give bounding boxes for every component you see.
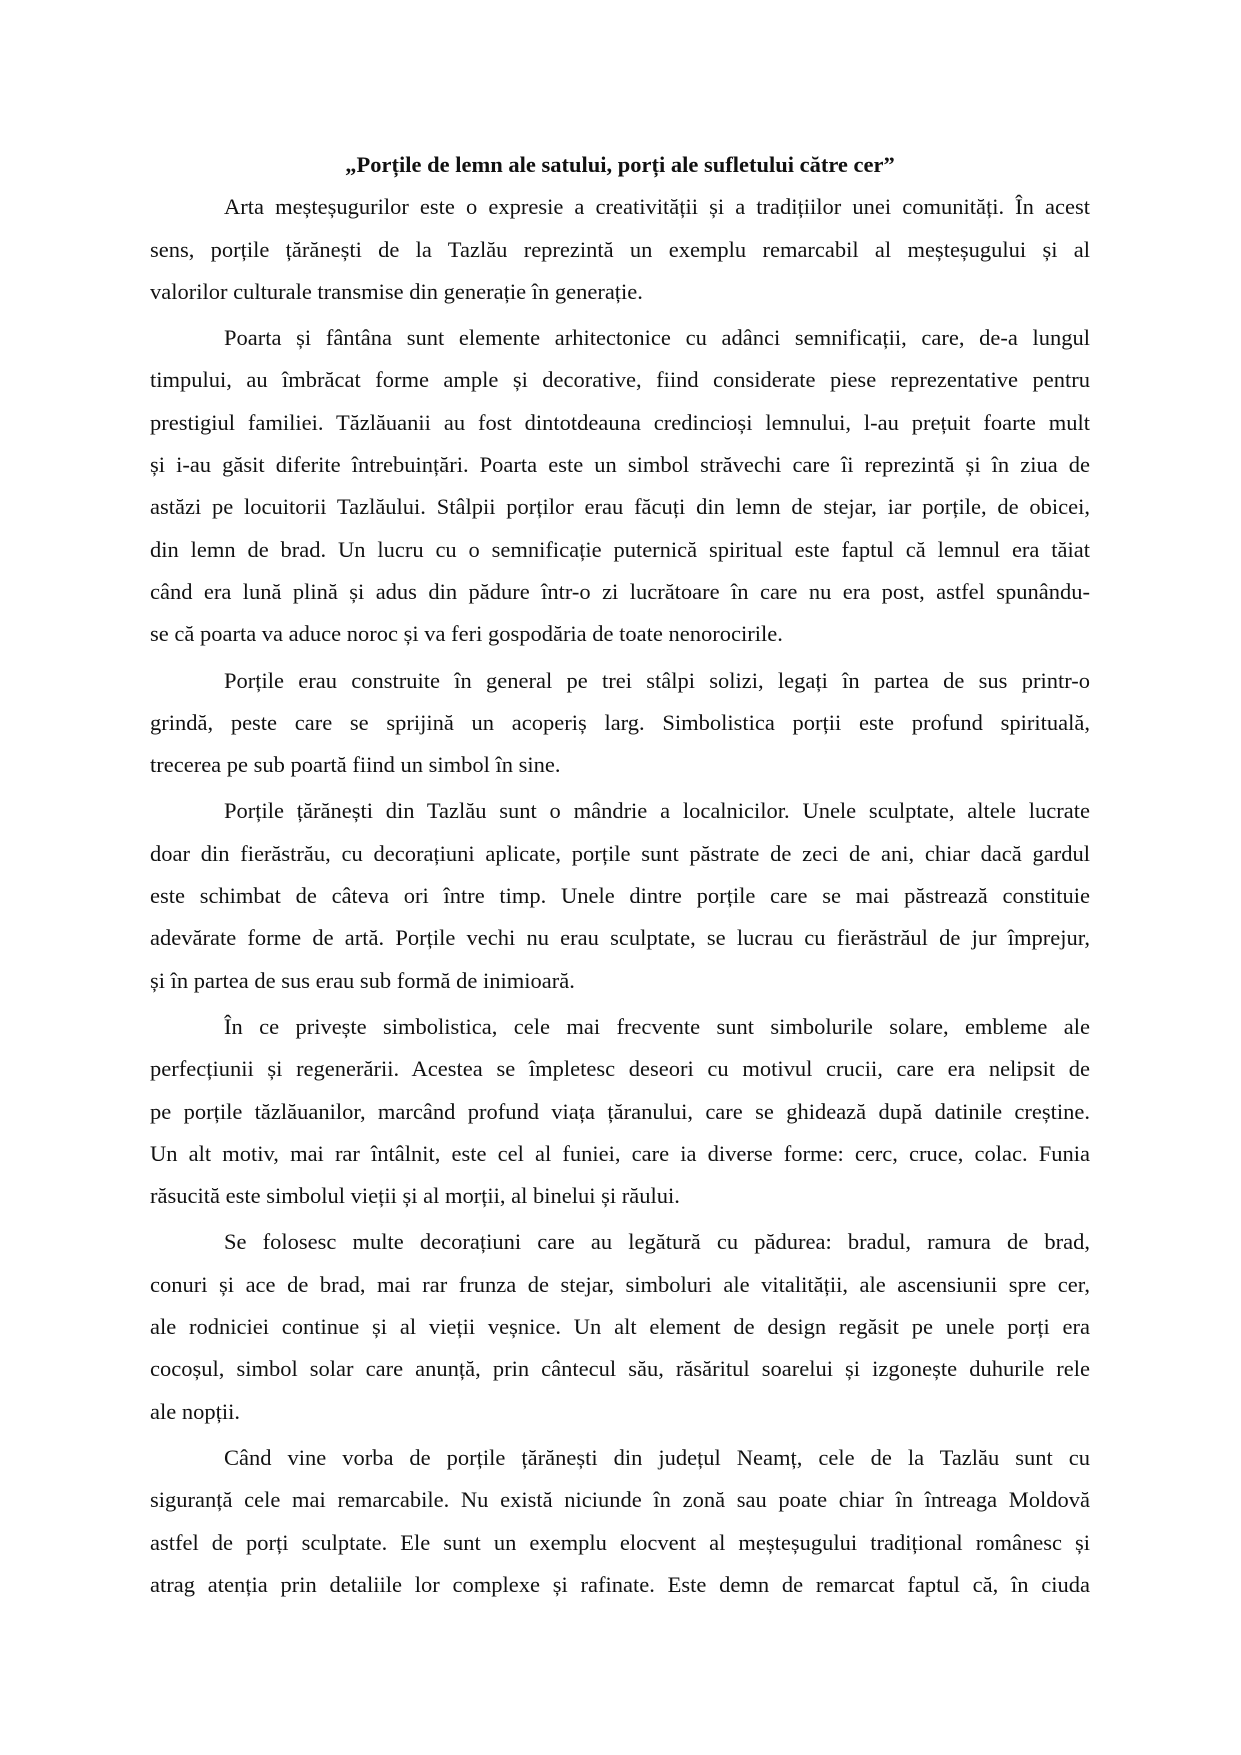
text-line: din lemn de brad. Un lucru cu o semnificație puternică spiritual este faptul că lemnul era tăiat: [150, 536, 1090, 562]
text-line: În ce privește simbolistica, cele mai frecvente sunt simbolurile solare, embleme ale: [224, 1013, 1090, 1039]
text-line: cocoșul, simbol solar care anunță, prin cântecul său, răsăritul soarelui și izgonește duhurile rele: [150, 1356, 1090, 1382]
paragraph: [150, 1221, 1090, 1432]
paragraph: [150, 186, 1090, 313]
text-line: valorilor culturale transmise din generație în generație.: [150, 278, 643, 304]
document-body: [150, 186, 1090, 1606]
text-line: este schimbat de câteva ori între timp. Unele dintre porțile care se mai păstrează constituie: [150, 883, 1090, 909]
text-line: doar din fierăstrău, cu decorațiuni aplicate, porțile sunt păstrate de zeci de ani, chiar dacă gardul: [150, 840, 1090, 866]
text-line: Se folosesc multe decorațiuni care au legătură cu pădurea: bradul, ramura de brad,: [224, 1229, 1090, 1255]
text-line: astăzi pe locuitorii Tazlăului. Stâlpii porților erau făcuți din lemn de stejar, iar porțile, de obicei,: [150, 494, 1090, 520]
text-line: atrag atenția prin detaliile lor complexe și rafinate. Este demn de remarcat faptul că, în ciuda: [150, 1571, 1090, 1597]
text-line: conuri și ace de brad, mai rar frunza de stejar, simboluri ale vitalității, ale ascensiunii spre cer,: [150, 1271, 1090, 1297]
text-line: Poarta și fântâna sunt elemente arhitectonice cu adânci semnificații, care, de-a lungul: [224, 325, 1090, 351]
text-line: Porțile erau construite în general pe trei stâlpi solizi, legați în partea de sus printr-o: [224, 667, 1090, 693]
text-line: și i-au găsit diferite întrebuințări. Poarta este un simbol străvechi care îi reprezintă și în ziua de: [150, 452, 1090, 478]
paragraph: [150, 1437, 1090, 1606]
text-line: sens, porțile țărănești de la Tazlău reprezintă un exemplu remarcabil al meșteșugului și al: [150, 236, 1090, 262]
text-line: și în partea de sus erau sub formă de inimioară.: [150, 967, 575, 993]
text-line: Un alt motiv, mai rar întâlnit, este cel al funiei, care ia diverse forme: cerc, cruce, colac. Funia: [150, 1140, 1090, 1166]
document-page: [150, 144, 1090, 1610]
text-line: trecerea pe sub poartă fiind un simbol în sine.: [150, 752, 561, 778]
text-line: siguranță cele mai remarcabile. Nu există niciunde în zonă sau poate chiar în întreaga Moldovă: [150, 1487, 1090, 1513]
text-line: astfel de porți sculptate. Ele sunt un exemplu elocvent al meșteșugului tradițional românesc și: [150, 1529, 1090, 1555]
text-line: răsucită este simbolul vieții și al morții, al binelui și răului.: [150, 1183, 680, 1209]
text-line: pe porțile tăzlăuanilor, marcând profund viața țăranului, care se ghidează după datinile creștine.: [150, 1098, 1090, 1124]
document-title: „Porțile de lemn ale satului, porți ale sufletului către cer”: [345, 152, 895, 177]
text-line: prestigiul familiei. Tăzlăuanii au fost dintotdeauna credincioși lemnului, l-au prețuit foarte mult: [150, 409, 1090, 435]
text-line: grindă, peste care se sprijină un acoperiș larg. Simbolistica porții este profund spirituală,: [150, 709, 1090, 735]
paragraph: [150, 790, 1090, 1001]
text-line: Porțile țărănești din Tazlău sunt o mândrie a localnicilor. Unele sculptate, altele lucrate: [224, 798, 1090, 824]
text-line: se că poarta va aduce noroc și va feri gospodăria de toate nenorocirile.: [150, 621, 783, 647]
text-line: ale nopții.: [150, 1398, 240, 1424]
text-line: Arta meșteșugurilor este o expresie a creativității și a tradițiilor unei comunități. În acest: [224, 194, 1090, 220]
text-line: când era lună plină și adus din pădure într-o zi lucrătoare în care nu era post, astfel spunându-: [150, 578, 1090, 604]
text-line: ale rodniciei continue și al vieții veșnice. Un alt element de design regăsit pe unele porți era: [150, 1314, 1090, 1340]
text-line: Când vine vorba de porțile țărănești din județul Neamț, cele de la Tazlău sunt cu: [224, 1444, 1090, 1470]
text-line: perfecțiunii și regenerării. Acestea se împletesc deseori cu motivul crucii, care era nelipsit de: [150, 1056, 1090, 1082]
text-line: adevărate forme de artă. Porțile vechi nu erau sculptate, se lucrau cu fierăstrăul de jur împrejur,: [150, 925, 1090, 951]
paragraph: [150, 660, 1090, 787]
paragraph: [150, 317, 1090, 655]
paragraph: [150, 1006, 1090, 1217]
text-line: timpului, au îmbrăcat forme ample și decorative, fiind considerate piese reprezentative pentru: [150, 367, 1090, 393]
